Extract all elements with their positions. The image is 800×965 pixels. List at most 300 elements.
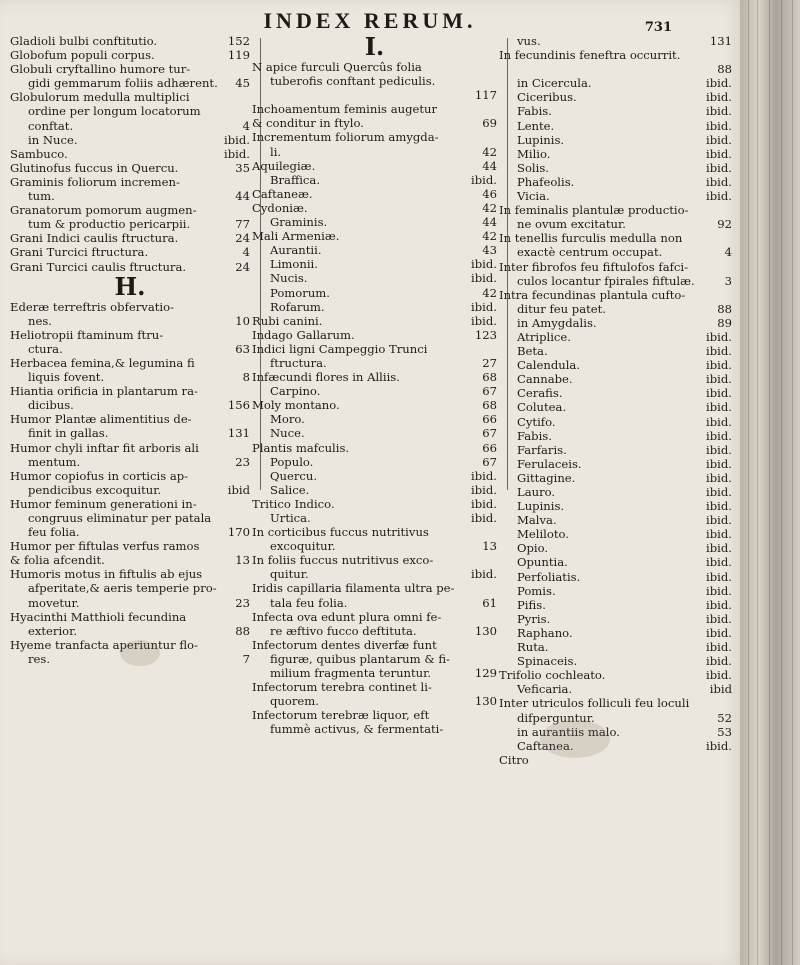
index-entry-page: 24 [235,259,250,274]
index-entry [252,553,497,567]
index-entry-page: 92 [717,217,732,232]
index-entry-term: Pyris. [517,611,551,626]
index-entry-page: ibid. [706,118,732,133]
index-entry [499,386,732,400]
index-entry-term: tum & productio pericarpii. [28,217,191,232]
index-entry-term: Granatorum pomorum augmen- [10,203,197,218]
index-entry-page: 129 [474,666,497,681]
index-entry-term: tum. [28,189,55,204]
index-entry-page: ibid. [706,527,732,542]
index-entry [10,581,250,595]
index-entry-term: Atriplice. [517,329,571,344]
index-entry [252,666,497,680]
index-entry [252,286,497,300]
index-entry-page: 123 [474,327,497,342]
index-entry-term: Infectorum terebræ liquor, eft [252,708,430,723]
index-entry-page: 10 [235,313,250,328]
index-entry-page: ibid. [706,513,732,528]
index-entry [499,668,732,682]
index-entry [252,581,497,595]
index-entry-term: Salice. [270,482,310,497]
index-entry-page [246,610,250,624]
index-entry-term: Beta. [517,344,548,359]
index-entry [252,708,497,722]
index-entry [499,612,732,626]
index-entry [252,130,497,144]
index-entry [499,231,732,245]
index-entry [252,356,497,370]
index-entry-term: Sambuco. [10,146,68,161]
index-entry-term: Nucis. [270,271,308,286]
index-entry-page [246,497,250,511]
index-entry-page [728,288,732,302]
index-entry-term: ctura. [28,341,63,356]
index-entry-page: ibid. [706,569,732,584]
index-entry-page [246,104,250,118]
index-columns [10,32,732,767]
index-entry [499,711,732,725]
index-entry-page: 24 [235,231,250,246]
index-entry [10,133,250,147]
index-entry-page: ibid. [706,132,732,147]
index-entry [10,539,250,553]
index-entry-page: 4 [724,245,732,260]
index-entry [499,527,732,541]
index-entry [252,271,497,285]
index-entry [499,696,732,710]
index-entry-term: Infecta ova edunt plura omni fe- [252,609,442,624]
index-entry-term: afperitate,& aeris temperie pro- [28,581,217,596]
index-entry-term: Ciceribus. [517,90,577,105]
index-entry-term: Lupinis. [517,132,565,147]
index-entry [10,231,250,245]
index-entry-term: in Amygdalis. [517,315,597,330]
index-entry-page: 67 [482,426,497,441]
index-entry-page: ibid. [471,496,497,511]
index-entry [499,104,732,118]
index-entry-page: ibid. [706,499,732,514]
index-entry-term: gidi gemmarum foliis adhærent. [28,76,218,91]
index-entry-term: Grani Indici caulis ftructura. [10,231,179,246]
index-entry-term: Fabis. [517,104,552,119]
index-entry [499,217,732,231]
index-entry-term: Globuli cryftallino humore tur- [10,62,191,77]
index-entry-term: Tritico Indico. [252,496,335,511]
index-entry-page [728,231,732,245]
index-entry-term: tuberofis conftant pediculis. [270,74,436,89]
index-entry [252,88,497,102]
index-entry-term: quitur. [270,567,309,582]
index-entry-term: Vicia. [517,189,550,204]
index-entry-term: Lupinis. [517,499,565,514]
index-entry-page [246,300,250,314]
index-entry-page: ibid. [471,299,497,314]
index-entry-term: Farfaris. [517,442,567,457]
index-entry [499,344,732,358]
index-entry-term: Infectorum terebra continet li- [252,680,432,695]
index-entry [252,680,497,694]
index-entry-page: 119 [227,48,250,63]
index-entry-page [246,203,250,217]
index-entry [499,753,732,767]
index-entry-page: ibid. [706,329,732,344]
index-entry-term: Graminis. [270,215,328,230]
index-entry-page: 44 [482,158,497,173]
index-entry-term: Phafeolis. [517,174,575,189]
index-entry [252,159,497,173]
index-entry-term: Spinaceis. [517,654,578,669]
index-entry [499,415,732,429]
index-entry-page: 63 [235,341,250,356]
index-entry [499,189,732,203]
index-entry-term: re æftivo fucco deftituta. [270,623,417,638]
index-entry-page: ibid. [706,583,732,598]
index-entry-term: Glutinofus fuccus in Quercu. [10,160,179,175]
index-entry-term: Heliotropii ftaminum ftru- [10,327,164,342]
index-entry-term: Rofarum. [270,299,325,314]
index-entry [252,722,497,736]
index-entry-page [493,652,497,666]
index-entry-term: ftructura. [270,355,327,370]
index-entry [499,175,732,189]
index-entry [252,145,497,159]
index-entry [499,739,732,753]
index-entry [252,469,497,483]
index-entry-term: conftat. [28,118,74,133]
index-entry [10,119,250,133]
index-entry-page: 45 [235,76,250,91]
index-entry [499,654,732,668]
index-entry-page: 44 [482,215,497,230]
index-entry-term: Globulorum medulla multiplici [10,90,190,105]
index-entry [499,76,732,90]
index-entry [10,469,250,483]
index-entry-page: 117 [474,88,497,103]
index-entry-page: ibid [227,482,250,497]
index-entry [499,640,732,654]
index-entry-page [246,441,250,455]
index-entry-page: 156 [227,398,250,413]
index-entry [10,189,250,203]
index-entry-term: Limonii. [270,257,318,272]
index-entry-page: ibid. [706,372,732,387]
index-entry [10,525,250,539]
index-entry-page: ibid. [706,625,732,640]
index-entry-term: In corticibus fuccus nutritivus [252,525,429,540]
index-entry-page: ibid. [706,541,732,556]
index-entry [252,243,497,257]
index-entry [499,584,732,598]
index-entry-page: ibid. [471,468,497,483]
index-entry-term: Fabis. [517,428,552,443]
index-entry-term: N apice furculi Quercûs folia [252,60,422,74]
index-entry [499,161,732,175]
index-entry-term: Opio. [517,541,549,556]
index-section-letter: I. [364,32,385,61]
index-entry-page [728,203,732,217]
index-entry-page: 68 [482,398,497,413]
index-entry [499,513,732,527]
index-entry [10,483,250,497]
index-entry-term: res. [28,651,51,666]
index-entry-term: Braffica. [270,172,321,187]
index-entry-page [493,130,497,144]
index-entry-page: ibid. [706,470,732,485]
index-entry-term: Plantis mafculis. [252,440,350,455]
index-entry-term: Gittagine. [517,470,576,485]
paper-stain [540,720,610,758]
index-entry-page [728,753,732,767]
index-entry-page: 170 [227,525,250,540]
index-entry-page: ibid. [706,76,732,91]
index-entry-page [493,553,497,567]
index-entry-page [493,638,497,652]
index-entry-page: 23 [235,454,250,469]
index-entry-term: Trifolio cochleato. [499,668,606,683]
index-entry-term: Grani Turcici caulis ftructura. [10,259,187,274]
index-entry-term: fummè activus, & fermentati- [270,722,444,737]
index-entry [499,457,732,471]
index-entry [499,288,732,302]
index-entry [499,372,732,386]
index-entry-term: In foliis fuccus nutritivus exco- [252,553,434,568]
index-entry-page: 152 [227,34,250,48]
index-entry-term: Raphano. [517,625,573,640]
index-entry [499,541,732,555]
index-entry [10,624,250,638]
index-entry-term: Aquilegiæ. [252,158,316,173]
index-entry-term: ne ovum excitatur. [517,217,626,232]
index-entry-page: ibid. [706,189,732,204]
index-entry-term: Carpino. [270,384,321,399]
index-entry-page: 27 [482,355,497,370]
index-entry-term: Inter fibrofos feu fiftulofos fafci- [499,259,689,274]
index-entry [10,610,250,624]
index-entry-term: Infectorum dentes diverfæ funt [252,637,437,652]
index-entry-page: ibid. [706,414,732,429]
index-entry [499,48,732,62]
index-entry-term: quorem. [270,694,319,709]
index-entry-page: 69 [482,116,497,131]
index-entry-term: Hyacinthi Matthioli fecundina [10,609,187,624]
index-entry-term: Intra fecundinas plantula cufto- [499,287,686,302]
index-entry-page: 130 [474,623,497,638]
index-entry [10,596,250,610]
index-entry [499,302,732,316]
index-entry-term: Moly montano. [252,398,340,413]
index-entry-page: 7 [242,651,250,666]
index-entry [10,245,250,259]
index-entry-term: Pifis. [517,597,546,612]
index-entry [10,314,250,328]
index-entry-page [246,175,250,189]
index-entry [499,203,732,217]
index-entry-term: Indici ligni Campeggio Trunci [252,341,428,356]
index-entry-term: li. [270,144,282,159]
index-entry [10,300,250,314]
index-entry-page [728,260,732,274]
index-entry-page [493,708,497,722]
index-entry-term: Lente. [517,118,555,133]
index-entry-page: ibid. [706,640,732,655]
index-entry [10,412,250,426]
index-entry-page: 42 [482,200,497,215]
index-entry [499,555,732,569]
index-entry-term: Opuntia. [517,555,568,570]
index-entry-page [493,74,497,88]
index-entry [499,682,732,696]
index-entry-term: Rubi canini. [252,313,323,328]
index-entry-page: 66 [482,412,497,427]
index-entry-page [493,525,497,539]
index-entry-term: Nuce. [270,426,305,441]
index-entry-page [728,48,732,62]
index-entry [499,62,732,76]
index-entry-term: Urtica. [270,511,311,525]
index-entry [252,257,497,271]
index-entry-term: in aurantiis malo. [517,724,620,739]
index-entry-page [493,60,497,74]
index-entry-term: Grani Turcici ftructura. [10,245,149,260]
index-entry-term: Gladioli bulbi conftitutio. [10,34,158,48]
index-entry-term: Humor feminum generationi in- [10,496,197,511]
index-entry-term: Globofum populi corpus. [10,48,155,63]
index-entry [10,553,250,567]
index-entry-page: 13 [235,553,250,568]
index-entry-term: In fecundinis feneftra occurrit. [499,48,681,63]
index-entry-page: 4 [242,118,250,133]
index-entry-page: ibid. [471,482,497,497]
index-entry-term: Iridis capillaria filamenta ultra pe- [252,581,455,596]
index-entry [10,328,250,342]
index-entry-term: liquis fovent. [28,370,105,385]
index-entry-term: Humor copiofus in corticis ap- [10,468,189,483]
index-entry-term: Indago Gallarum. [252,327,355,342]
index-entry [10,441,250,455]
index-entry-page: 131 [227,426,250,441]
index-entry [252,215,497,229]
index-entry [10,48,250,62]
index-entry [10,217,250,231]
index-entry-page [493,610,497,624]
index-entry-page: 52 [717,710,732,725]
index-entry-term: Malva. [517,513,557,528]
index-entry [10,511,250,525]
index-entry-page: 67 [482,384,497,399]
index-entry-page [246,356,250,370]
index-entry-page: 13 [482,539,497,554]
index-entry-page [246,328,250,342]
index-entry-page [246,62,250,76]
index-entry-term: Meliloto. [517,527,569,542]
index-entry-page: 130 [474,694,497,709]
index-entry-term: in Nuce. [28,132,78,147]
index-entry-term: culos locantur fpirales fiftulæ. [517,273,695,288]
index-entry [252,455,497,469]
index-entry-page: 88 [235,623,250,638]
index-entry [252,398,497,412]
index-entry-term: Cannabe. [517,372,573,387]
index-entry-term: tala feu folia. [270,595,348,610]
index-entry-page: 77 [235,217,250,232]
index-entry [499,485,732,499]
page-number: 731 [644,20,672,35]
index-entry-page: ibid. [471,567,497,582]
index-entry-term: & conditur in ftylo. [252,116,364,131]
index-column-2 [252,34,497,737]
index-entry-page: 42 [482,144,497,159]
index-entry-page: ibid. [706,456,732,471]
index-entry-term: Quercu. [270,468,318,483]
index-entry-term: Mali Armeniæ. [252,229,340,244]
index-entry-page [246,412,250,426]
index-entry-term: Caftaneæ. [252,186,313,201]
index-entry-page: ibid. [471,257,497,272]
index-entry-page: 53 [717,724,732,739]
index-entry-page: 68 [482,370,497,385]
index-entry-term: difperguntur. [517,710,595,725]
index-entry-page: ibid. [706,90,732,105]
index-entry-term: figuræ, quibus plantarum & fi- [270,651,450,666]
index-entry-term: Cerafis. [517,386,563,401]
index-entry-term: feu folia. [28,525,80,540]
index-entry [252,60,497,74]
index-entry-term: In feminalis plantulæ productio- [499,203,689,218]
index-entry [499,471,732,485]
index-entry-page: 131 [709,34,732,48]
index-entry-page [246,469,250,483]
index-entry-term: Solis. [517,160,549,175]
index-entry-page: ibid. [706,104,732,119]
index-entry [10,62,250,76]
index-entry [252,384,497,398]
index-entry-term: Ederæ terreftris obfervatio- [10,299,174,314]
index-entry-term: Moro. [270,412,305,427]
index-entry [499,725,732,739]
index-entry [252,638,497,652]
index-entry [252,652,497,666]
index-entry-page: ibid. [706,160,732,175]
index-entry-page [246,581,250,595]
index-entry-page: 46 [482,186,497,201]
index-entry-page [493,581,497,595]
index-entry [252,483,497,497]
index-entry-page [728,696,732,710]
index-entry [10,175,250,189]
index-entry [10,370,250,384]
index-entry-page: 67 [482,454,497,469]
index-entry [252,342,497,356]
index-entry [499,316,732,330]
index-entry-term: Humoris motus in fiftulis ab ejus [10,567,203,582]
index-entry-term: Colutea. [517,400,567,415]
index-entry-page: 23 [235,595,250,610]
index-entry [252,412,497,426]
index-entry-term: Ruta. [517,640,549,655]
index-entry-term: Humor chyli inftar fit arboris ali [10,440,199,455]
index-entry-term: Aurantii. [270,243,322,258]
index-entry-page: ibid. [471,271,497,286]
index-entry-page: ibid. [471,511,497,525]
index-entry-page: 43 [482,243,497,258]
index-entry-term: Infæcundi flores in Alliis. [252,370,400,385]
index-entry-term: ditur feu patet. [517,301,606,316]
index-entry-term: Caftanea. [517,738,574,753]
index-entry [252,511,497,525]
index-entry-term: exactè centrum occupat. [517,245,663,260]
index-entry-page [246,567,250,581]
index-entry-term: Pomorum. [270,285,330,300]
